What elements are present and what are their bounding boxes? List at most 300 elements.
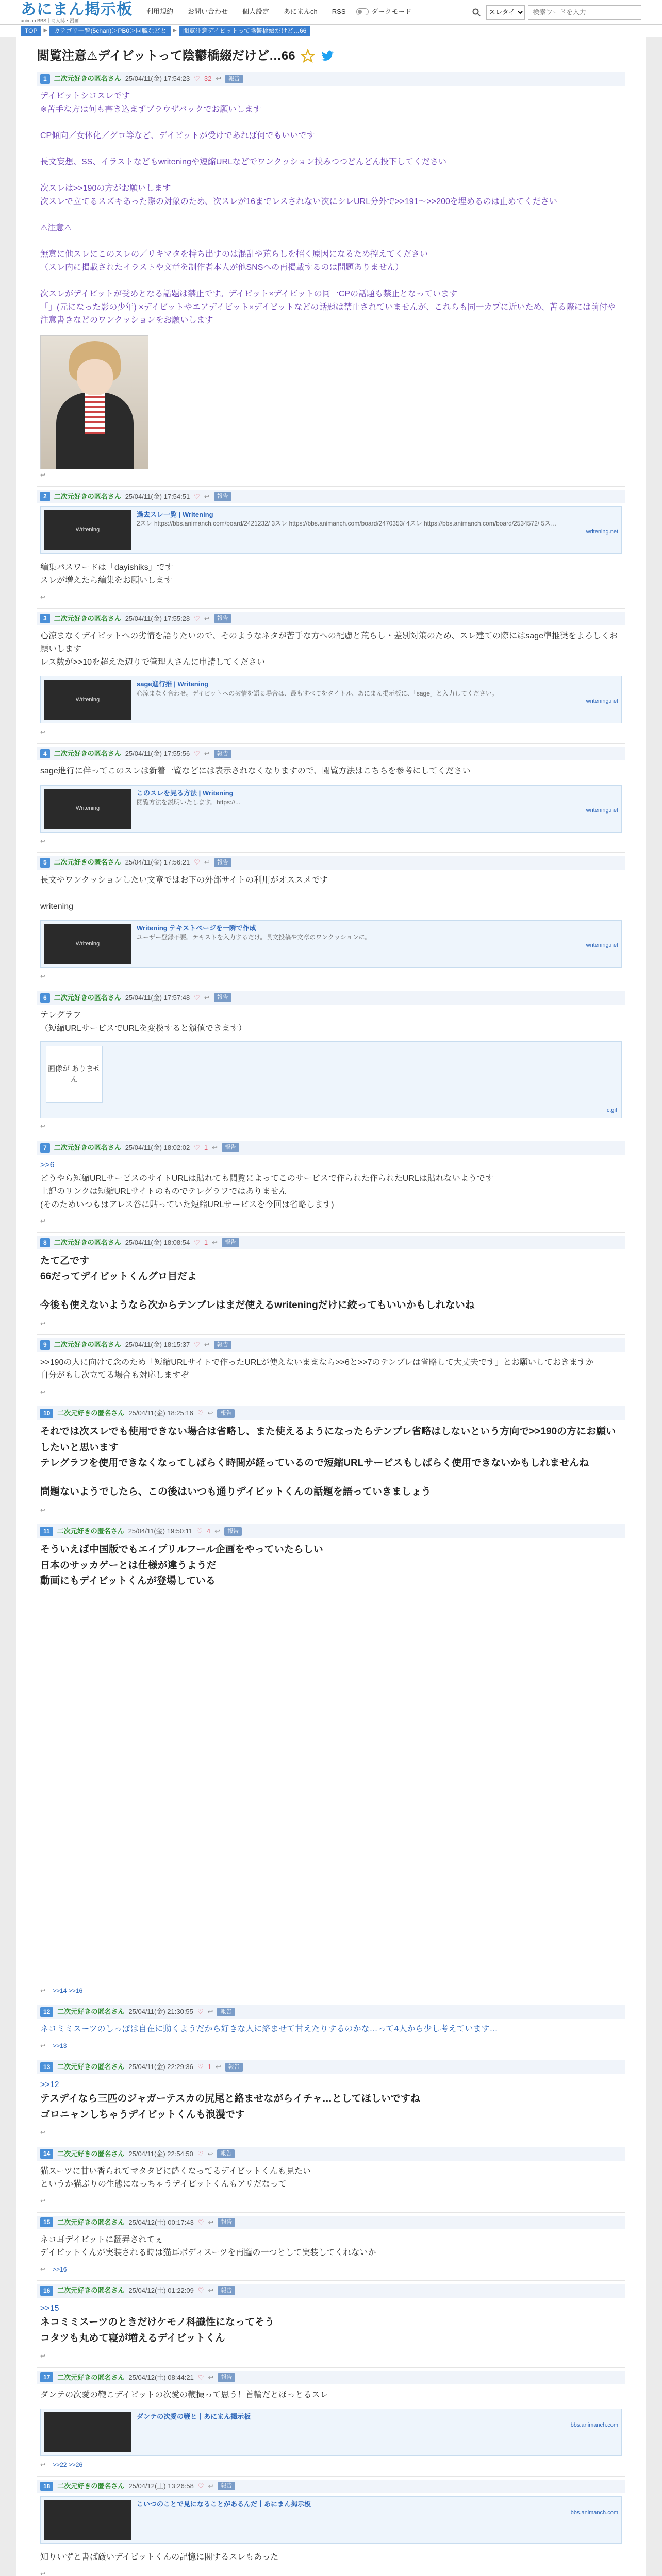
post-footer [37, 2195, 625, 2207]
post-header [37, 612, 625, 625]
post [37, 2280, 625, 2367]
post-number[interactable]: 18 [40, 2482, 53, 2492]
post-header [37, 490, 625, 503]
thread-main [16, 37, 646, 2576]
link-url: writening.net [586, 528, 618, 535]
post [37, 1521, 625, 2002]
reply-arrow-icon[interactable]: ↩ [40, 728, 46, 736]
post-header [37, 2216, 625, 2229]
reply-arrow-icon[interactable]: ↩ [40, 1388, 46, 1396]
like-count: 1 [207, 2063, 211, 2071]
post-footer [37, 2459, 625, 2471]
link-info [137, 680, 618, 720]
post-body [37, 2074, 625, 2127]
poster-name: 二次元好きの匿名さん [54, 993, 121, 1002]
post-number[interactable]: 4 [40, 749, 50, 759]
report-button[interactable]: 報告 [224, 1527, 242, 1536]
poster-name: 二次元好きの匿名さん [54, 1238, 121, 1246]
toggle-switch-icon[interactable] [356, 8, 369, 15]
post [37, 1138, 625, 1232]
post-line: テスデイなら三匹のジャガーテスカの尻尾と絡ませながらイチャ…としてほしいですね [40, 2093, 420, 2105]
dark-mode-label: ダークモード [371, 8, 411, 16]
post-line: （スレ内に掲載されたイラストや文章を制作者本人が他SNSへの再掲載するのは問題ありません） [40, 263, 404, 273]
report-button[interactable]: 報告 [218, 2482, 235, 2490]
poster-name: 二次元好きの匿名さん [54, 492, 121, 500]
reply-arrow-icon[interactable]: ↩ [40, 471, 46, 479]
post-body [37, 2161, 625, 2195]
post-line: CP傾向／女体化／グロ等など、デイビットが受けであれば何でもいいです [40, 131, 315, 141]
report-button[interactable]: 報告 [222, 1238, 239, 1247]
reply-arrow-icon[interactable]: ↩ [40, 2042, 46, 2049]
link-preview-card[interactable] [40, 676, 622, 723]
reply-icon[interactable]: ↩ [212, 1238, 218, 1246]
poster-name: 二次元好きの匿名さん [57, 2482, 125, 2490]
post [37, 1232, 625, 1335]
post-header [37, 1406, 625, 1420]
reply-icon[interactable]: ↩ [208, 2218, 214, 2226]
reply-arrow-icon[interactable]: ↩ [40, 2461, 46, 2469]
reply-icon[interactable]: ↩ [204, 750, 210, 758]
post-line: 問題ないようでしたら、この後はいつも通りデイビットくんの話題を語っていきましょう [40, 1486, 431, 1498]
thread-title-row [37, 42, 625, 69]
post-line: テレグラフ [40, 1011, 81, 1020]
poster-name: 二次元好きの匿名さん [57, 1527, 124, 1535]
logo-subtext: animan BBS｜同人誌・漫画 [21, 18, 79, 23]
reply-icon[interactable]: ↩ [208, 2482, 214, 2490]
post-line [40, 1285, 622, 1298]
post-number[interactable]: 13 [40, 2062, 53, 2072]
post-date: 25/04/11(金) 22:29:36 [128, 2063, 193, 2071]
post-number[interactable]: 15 [40, 2217, 53, 2227]
reply-arrow-icon[interactable]: ↩ [40, 2352, 46, 2360]
post-line: writening [40, 902, 74, 911]
post-line [40, 116, 622, 130]
post-line: どうやら短縮URLサービスのサイトURLは貼れても閲覧によってこのサービスで作られた作られたURLは貼れないようです [40, 1174, 493, 1183]
report-button[interactable]: 報告 [214, 858, 231, 867]
report-button[interactable]: 報告 [214, 614, 231, 623]
post-list [37, 69, 625, 2576]
reply-icon[interactable]: ↩ [214, 1527, 221, 1535]
link-title[interactable]: ダンテの次愛の鞭と｜あにまん掲示板 [137, 2413, 251, 2421]
link-thumbnail: Writening [44, 510, 131, 550]
post-date: 25/04/11(金) 17:54:51 [125, 492, 190, 500]
post-line: 上記のリンクは短縮URLサイトのものでテレグラフではありません [40, 1187, 287, 1196]
post-line: ネコミミスーツのときだけケモノ科識性になってそう [40, 2317, 275, 2328]
logo-text[interactable]: あにまん掲示板 [21, 1, 133, 18]
link-description: 閲覧方法を説明いたします。https://... [137, 798, 241, 806]
reply-anchor-links[interactable]: >>13 [53, 2042, 67, 2049]
link-preview-card[interactable] [40, 2496, 622, 2544]
post [37, 852, 625, 988]
reply-icon[interactable]: ↩ [204, 614, 210, 622]
breadcrumb-category[interactable]: カテゴリ一覧(5chan)＞PB0＞同職などと [49, 26, 171, 37]
reply-anchor-links[interactable]: >>22 >>26 [53, 2461, 83, 2469]
nav-item[interactable]: 個人設定 [242, 8, 270, 16]
post-line: 次スレは>>190の方がお願いします [40, 184, 171, 193]
post-date: 25/04/12(土) 00:17:43 [128, 2218, 194, 2226]
post-date: 25/04/12(土) 13:26:58 [128, 2482, 194, 2490]
poster-name: 二次元好きの匿名さん [54, 750, 121, 758]
post-footer [37, 469, 625, 481]
heart-icon[interactable]: ♡ [194, 1341, 200, 1349]
post-header [37, 2371, 625, 2384]
post-body [37, 2547, 625, 2568]
poster-name: 二次元好きの匿名さん [57, 2286, 125, 2295]
poster-name: 二次元好きの匿名さん [54, 858, 121, 867]
link-thumbnail: Writening [44, 789, 131, 829]
post-line: 66だってデイビットくんグロ目だよ [40, 1271, 197, 1282]
post-header [37, 991, 625, 1005]
post-header [37, 2480, 625, 2493]
post-line: デイビットシコスレです [40, 92, 130, 101]
post-header [37, 856, 625, 869]
character-image[interactable] [40, 335, 148, 469]
reply-icon[interactable]: ↩ [207, 1409, 213, 1417]
post-line: たて乙です [40, 1256, 90, 1267]
post-footer [37, 1121, 625, 1132]
post-line: 今後も使えないようなら次からテンプレはまだ使えるwriteningだけに絞ってもいいかもしれないね [40, 1300, 475, 1311]
post-footer [37, 2040, 625, 2052]
page-title: 閲覧注意⚠デイビットって陰鬱橋綴だけど…66 [37, 49, 295, 63]
link-thumbnail [44, 2500, 131, 2540]
report-button[interactable]: 報告 [218, 2286, 235, 2295]
site-logo[interactable] [21, 2, 134, 23]
link-thumbnail: Writening [44, 680, 131, 720]
nav-item[interactable]: あにまんch [284, 8, 318, 16]
reply-arrow-icon[interactable]: ↩ [40, 1506, 46, 1514]
link-description: 2スレ https://bbs.animanch.com/board/2421232/ 3スレ https://bbs.animanch.com/board/2470353/ 4スレ https://bbs.animanch.com/board/2534572/ 5ス… [137, 519, 557, 527]
post [37, 988, 625, 1138]
link-preview-card[interactable] [40, 506, 622, 554]
reply-icon[interactable]: ↩ [207, 2008, 213, 2016]
post-line: 心涼まなくデイビットへの劣情を語りたいので、そのようなネタが苦手な方への配慮と荒らし・差別対策のため、スレ建ての際にはsage準推奨をよろしくお願いします [40, 631, 618, 654]
link-description: ユーザー登録不要。テキストを入力するだけ。長文投稿や文章のワンクッションに。 [137, 934, 371, 941]
reply-icon[interactable]: ↩ [204, 1341, 210, 1349]
post-line [40, 1471, 622, 1485]
post-body [37, 1538, 625, 1593]
post-footer [37, 1985, 625, 1997]
report-button[interactable]: 報告 [214, 492, 231, 501]
post-header [37, 747, 625, 760]
heart-icon[interactable]: ♡ [197, 1409, 204, 1417]
reply-icon[interactable]: ↩ [207, 2149, 213, 2158]
post-number[interactable]: 11 [40, 1527, 53, 1536]
post-number[interactable]: 8 [40, 1238, 50, 1248]
search-scope-select[interactable] [486, 5, 525, 20]
post-line: ※苦手な方は何も書き込まずブラウザバックでお願いします [40, 105, 261, 114]
breadcrumb-thread[interactable]: 閲覧注意デイビットって陰鬱橋綴だけど…66 [179, 26, 311, 37]
post-line: ダンテの次愛の鞭こデイビットの次愛の鞭撮って思う！首輪だとほっとるスレ [40, 2390, 328, 2399]
post-body [37, 2298, 625, 2350]
post-footer [37, 726, 625, 738]
post-date: 25/04/11(金) 17:57:48 [125, 993, 190, 1002]
heart-icon[interactable]: ♡ [194, 614, 200, 622]
post-line: （短縮URLサービスでURLを変換すると頒値できます） [40, 1024, 247, 1033]
post-body [37, 1155, 625, 1215]
post-footer [37, 1386, 625, 1398]
poster-name: 二次元好きの匿名さん [57, 2218, 125, 2226]
link-info [137, 510, 618, 550]
heart-icon[interactable]: ♡ [194, 75, 200, 83]
star-icon[interactable] [301, 49, 315, 63]
post-footer [37, 1318, 625, 1330]
image-shirt [85, 393, 105, 434]
report-button[interactable]: 報告 [214, 750, 231, 758]
post-body [37, 2229, 625, 2264]
poster-name: 二次元好きの匿名さん [54, 1143, 121, 1151]
report-button[interactable]: 報告 [222, 1143, 239, 1152]
image-extension: c.gif [606, 1107, 617, 1114]
reply-arrow-icon[interactable]: ↩ [40, 1217, 46, 1225]
post-line: レス数が>>10を超えた辺りで管理人さんに申請してください [40, 657, 266, 667]
link-thumbnail: Writening [44, 924, 131, 964]
poster-name: 二次元好きの匿名さん [54, 1341, 121, 1349]
post-line [40, 235, 622, 248]
heart-icon[interactable]: ♡ [194, 492, 200, 500]
site-header [0, 0, 662, 25]
heart-icon[interactable]: ♡ [194, 1143, 200, 1151]
post-number[interactable]: 5 [40, 858, 50, 868]
post-date: 25/04/12(土) 08:44:21 [128, 2373, 194, 2381]
report-button[interactable]: 報告 [217, 1409, 235, 1418]
reply-icon[interactable]: ↩ [204, 492, 210, 500]
heart-icon[interactable]: ♡ [194, 858, 200, 867]
heart-icon[interactable]: ♡ [194, 750, 200, 758]
breadcrumb [0, 25, 662, 37]
post-line [40, 209, 622, 222]
search-bar [470, 5, 641, 20]
post-header [37, 1338, 625, 1351]
reply-arrow-icon[interactable]: ↩ [40, 1987, 46, 1994]
poster-name: 二次元好きの匿名さん [57, 2149, 125, 2158]
post-number[interactable]: 3 [40, 614, 50, 623]
post-body [37, 2019, 625, 2040]
heart-icon[interactable]: ♡ [194, 993, 200, 1002]
like-count: 32 [204, 75, 212, 83]
post-footer [37, 971, 625, 982]
link-title[interactable]: 過去スレ一覧 | Writening [137, 510, 213, 518]
post-body [37, 1249, 625, 1318]
search-input[interactable] [528, 5, 641, 20]
search-icon[interactable] [470, 5, 483, 20]
reply-arrow-icon[interactable]: ↩ [40, 593, 46, 601]
post-line: そういえば中国版でもエイプリルフール企画をやっていたらしい [40, 1544, 323, 1555]
post-line: ネコ耳デイビットに翻弄されてぇ [40, 2235, 163, 2244]
post-body [37, 1420, 625, 1504]
link-preview-card[interactable] [40, 920, 622, 968]
link-title[interactable]: このスレを見る方法 | Writening [137, 789, 234, 797]
post-line: >>15 [40, 2303, 59, 2313]
link-title[interactable]: sage進行推 | Writening [137, 680, 209, 688]
post-header [37, 2005, 625, 2019]
link-thumbnail [44, 2412, 131, 2452]
reply-arrow-icon[interactable]: ↩ [40, 973, 46, 980]
post-line: ⚠注意⚠ [40, 224, 72, 233]
link-info [137, 2412, 618, 2452]
post-header [37, 1524, 625, 1538]
post-number[interactable]: 12 [40, 2007, 53, 2017]
reply-arrow-icon[interactable]: ↩ [40, 837, 46, 845]
post [37, 743, 625, 852]
reply-icon[interactable]: ↩ [204, 993, 210, 1002]
post [37, 486, 625, 608]
post-body [37, 1005, 625, 1039]
link-description: 心涼まなく合わせ。デイビットへの劣情を語る場合は、最もすべてをタイトル、あにまん掲示板に、「sage」と入力してください。 [137, 689, 498, 697]
link-preview-card[interactable] [40, 785, 622, 833]
post-line: デイビットくんが実装される時は猫耳ボディスーツを再臨の一つとして実装してくれないか [40, 2248, 376, 2258]
like-count: 1 [204, 1143, 208, 1151]
post-header [37, 2284, 625, 2297]
reply-icon[interactable]: ↩ [212, 1143, 218, 1151]
heart-icon[interactable]: ♡ [197, 2373, 204, 2381]
report-button[interactable]: 報告 [214, 993, 231, 1002]
heart-icon[interactable]: ♡ [196, 1527, 203, 1535]
heart-icon[interactable]: ♡ [194, 1238, 200, 1246]
reply-icon[interactable]: ↩ [216, 75, 222, 83]
reply-arrow-icon[interactable]: ↩ [40, 1319, 46, 1327]
reply-icon[interactable]: ↩ [215, 2063, 221, 2071]
post-number[interactable]: 17 [40, 2372, 53, 2382]
link-url: bbs.animanch.com [570, 2510, 618, 2516]
twitter-icon[interactable] [320, 49, 335, 63]
link-url: writening.net [586, 942, 618, 949]
post-header [37, 2060, 625, 2074]
heart-icon[interactable]: ♡ [197, 2218, 204, 2226]
heart-icon[interactable]: ♡ [197, 2482, 204, 2490]
post-line: テレグラフを使用できなくなってしばらく時間が経っているので短縮URLサービスもしばらく使用できないかもしれませんね [40, 1458, 589, 1469]
post-date: 25/04/11(金) 18:15:37 [125, 1341, 190, 1349]
image-preview-card[interactable] [40, 1041, 622, 1118]
reply-arrow-icon[interactable]: ↩ [40, 2265, 46, 2273]
post-line [40, 275, 622, 288]
poster-name: 二次元好きの匿名さん [57, 2008, 125, 2016]
heart-icon[interactable]: ♡ [197, 2063, 204, 2071]
post-header [37, 1141, 625, 1155]
link-title[interactable]: こいつのことで見になることがあるんだ｜あにまん掲示板 [137, 2500, 311, 2508]
post-number[interactable]: 9 [40, 1340, 50, 1350]
link-url: writening.net [586, 807, 618, 814]
link-url: writening.net [586, 698, 618, 705]
post [37, 2144, 625, 2212]
link-url: bbs.animanch.com [570, 2422, 618, 2429]
post-line: ネコミミスーツのしっぽは自在に動くようだから好きな人に絡ませて甘えたりするのかな…って4人から少し考えています… [40, 2025, 498, 2034]
post [37, 608, 625, 744]
post-number[interactable]: 1 [40, 74, 50, 84]
report-button[interactable]: 報告 [217, 2149, 235, 2158]
post-line: 知りいずと書ば厳いデイビットくんの記憶に関するスレもあった [40, 2553, 279, 2562]
heart-icon[interactable]: ♡ [197, 2008, 204, 2016]
post-number[interactable]: 7 [40, 1143, 50, 1153]
post-line: 日本のサッカゲーとは仕様が違うようだ [40, 1560, 217, 1571]
post-body [37, 625, 625, 673]
report-button[interactable]: 報告 [225, 75, 243, 83]
post-header [37, 1236, 625, 1249]
nav-item[interactable]: お問い合わせ [188, 8, 228, 16]
post-line: 次スレがデイビットが受めとなる話題は禁止です。デイビット×デイビットの同一CPの話題も禁止となっています [40, 290, 458, 299]
nav-item[interactable]: 利用規約 [146, 8, 174, 16]
post-date: 25/04/11(金) 17:55:56 [125, 750, 190, 758]
image-face [77, 359, 113, 395]
link-title[interactable]: Writening テキストページを一瞬で作成 [137, 924, 256, 933]
report-button[interactable]: 報告 [218, 2218, 235, 2227]
post-number[interactable]: 10 [40, 1409, 53, 1418]
link-preview-card[interactable] [40, 2409, 622, 2456]
post-date: 25/04/12(土) 01:22:09 [128, 2286, 194, 2295]
link-info [137, 789, 618, 829]
post-line: 次スレで立てるスズキあった際の対象のため、次スレが16までレスされない次にシレURL分外で>>191〜>>200を埋めるのは止めてください [40, 197, 557, 207]
report-button[interactable]: 報告 [225, 2063, 243, 2072]
post-header [37, 2147, 625, 2161]
reply-icon[interactable]: ↩ [204, 858, 210, 867]
post [37, 2367, 625, 2476]
post-footer [37, 2264, 625, 2276]
post-line: スレが増えたら編集をお願いします [40, 576, 173, 585]
post-number[interactable]: 2 [40, 492, 50, 501]
chevron-right-icon: ▶ [173, 28, 177, 34]
post-number[interactable]: 14 [40, 2149, 53, 2159]
post-line: それでは次スレでも使用できない場合は省略し、また使えるようになったらテンプレ省略はしないという方向で>>190の方にお願いしたいと思います [40, 1426, 616, 1453]
reply-arrow-icon[interactable]: ↩ [40, 2197, 46, 2205]
reply-arrow-icon[interactable]: ↩ [40, 1123, 46, 1130]
reply-icon[interactable]: ↩ [208, 2373, 214, 2381]
poster-name: 二次元好きの匿名さん [54, 75, 121, 83]
heart-icon[interactable]: ♡ [197, 2149, 204, 2158]
like-count: 1 [204, 1238, 208, 1246]
post-date: 25/04/11(金) 17:55:28 [125, 614, 190, 622]
post-line: (そのためいつもはアレス谷に貼っていた短縮URLサービスを今回は省略します) [40, 1200, 334, 1209]
reply-arrow-icon[interactable]: ↩ [40, 2570, 46, 2576]
report-button[interactable]: 報告 [217, 2008, 235, 2016]
post-line: >>6 [40, 1160, 55, 1170]
post-number[interactable]: 16 [40, 2286, 53, 2296]
post-date: 25/04/11(金) 22:54:50 [128, 2149, 193, 2158]
reply-arrow-icon[interactable]: ↩ [40, 2128, 46, 2136]
reply-anchor-links[interactable]: >>14 >>16 [53, 1987, 83, 1994]
report-button[interactable]: 報告 [214, 1341, 231, 1349]
chevron-right-icon: ▶ [43, 28, 48, 34]
post-date: 25/04/11(金) 19:50:11 [128, 1527, 193, 1535]
reply-icon[interactable]: ↩ [208, 2286, 214, 2295]
post-line [40, 887, 622, 900]
post-line: >>12 [40, 2080, 59, 2089]
post-header [37, 72, 625, 86]
post-line: sage進行に伴ってこのスレは新着一覧などには表示されなくなりますので、閲覧方法はこちらを参考にしてください [40, 767, 471, 776]
post [37, 2057, 625, 2143]
heart-icon[interactable]: ♡ [197, 2286, 204, 2295]
poster-name: 二次元好きの匿名さん [57, 2373, 125, 2381]
post-line: コタツも丸めて寝が増えるデイビットくん [40, 2332, 225, 2344]
post-line: 自分がもし次立てる場合も対応しますぞ [40, 1371, 189, 1380]
reply-anchor-links[interactable]: >>16 [53, 2265, 67, 2273]
nav-item[interactable]: RSS [332, 8, 346, 16]
post-footer [37, 591, 625, 603]
dark-mode-toggle[interactable] [356, 7, 411, 17]
post-line [40, 143, 622, 156]
post-footer [37, 2350, 625, 2362]
post-line: 動画にもデイビットくんが登場している [40, 1575, 216, 1587]
breadcrumb-top[interactable]: TOP [21, 26, 41, 37]
no-image-placeholder: 画像が ありません [46, 1046, 103, 1103]
post-date: 25/04/11(金) 18:25:16 [128, 1409, 193, 1417]
report-button[interactable]: 報告 [218, 2373, 235, 2382]
post-line: 無意に他スレにこのスレの／リキマタを持ち出すのは混乱や荒らしを招く原因になるため控えてください [40, 250, 428, 259]
post-footer [37, 2127, 625, 2139]
post-line: 猫スーツに甘い香られてマタタビに酔くなってるデイビットくんも見たい [40, 2166, 311, 2176]
post-date: 25/04/11(金) 17:54:23 [125, 75, 190, 83]
post-number[interactable]: 6 [40, 993, 50, 1003]
post-date: 25/04/11(金) 18:02:02 [125, 1143, 190, 1151]
link-info [137, 2500, 618, 2540]
